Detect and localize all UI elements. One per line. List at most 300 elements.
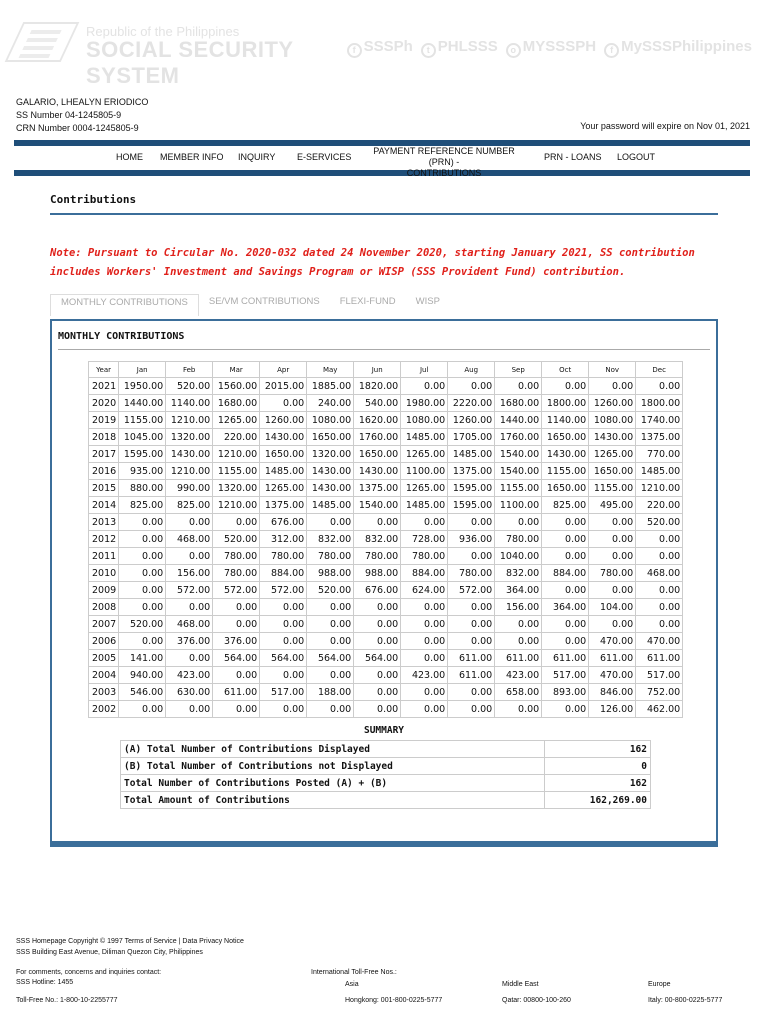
amount-cell: 1155.00: [542, 463, 589, 480]
year-cell: 2020: [89, 395, 119, 412]
column-header: Apr: [260, 362, 307, 378]
monthly-contributions-panel: [50, 319, 718, 847]
footer-tollfree: Toll-Free No.: 1-800-10-2255777: [16, 997, 118, 1004]
nav-inquiry[interactable]: INQUIRY: [238, 152, 276, 162]
amount-cell: 470.00: [589, 633, 636, 650]
amount-cell: 1100.00: [401, 463, 448, 480]
nav-member-info[interactable]: MEMBER INFO: [160, 152, 224, 162]
facebook-link[interactable]: f SSSPh: [347, 38, 413, 58]
amount-cell: 1140.00: [166, 395, 213, 412]
amount-cell: 611.00: [495, 650, 542, 667]
amount-cell: 0.00: [542, 701, 589, 718]
summary-title: SUMMARY: [363, 725, 405, 736]
amount-cell: 572.00: [448, 582, 495, 599]
amount-cell: 1650.00: [354, 446, 401, 463]
summary-label: Total Amount of Contributions: [121, 792, 545, 809]
amount-cell: 780.00: [213, 548, 260, 565]
amount-cell: 825.00: [542, 497, 589, 514]
amount-cell: 0.00: [448, 599, 495, 616]
amount-cell: 752.00: [636, 684, 683, 701]
tab-wisp[interactable]: WISP: [415, 296, 440, 307]
amount-cell: 0.00: [354, 701, 401, 718]
amount-cell: 0.00: [166, 514, 213, 531]
year-cell: 2012: [89, 531, 119, 548]
amount-cell: 940.00: [119, 667, 166, 684]
amount-cell: 884.00: [542, 565, 589, 582]
amount-cell: 240.00: [307, 395, 354, 412]
amount-cell: 0.00: [542, 378, 589, 395]
amount-cell: 658.00: [495, 684, 542, 701]
amount-cell: 770.00: [636, 446, 683, 463]
amount-cell: 1320.00: [307, 446, 354, 463]
summary-row: [121, 741, 651, 758]
amount-cell: 1210.00: [213, 497, 260, 514]
sss-logo-mark-icon: [5, 22, 80, 62]
amount-cell: 188.00: [307, 684, 354, 701]
amount-cell: 0.00: [636, 616, 683, 633]
instagram-link[interactable]: o MYSSSPH: [506, 38, 596, 58]
amount-cell: 1485.00: [401, 497, 448, 514]
amount-cell: 1210.00: [213, 446, 260, 463]
amount-cell: 0.00: [307, 701, 354, 718]
amount-cell: 780.00: [448, 565, 495, 582]
amount-cell: 1430.00: [307, 480, 354, 497]
amount-cell: 1265.00: [401, 480, 448, 497]
twitter-link[interactable]: t PHLSSS: [421, 38, 498, 58]
summary-value: 162: [545, 775, 651, 792]
amount-cell: 1155.00: [119, 412, 166, 429]
amount-cell: 0.00: [542, 514, 589, 531]
footer-copyright: SSS Homepage Copyright © 1997 Terms of Service | Data Privacy Notice: [16, 938, 244, 945]
amount-cell: 1760.00: [354, 429, 401, 446]
amount-cell: 462.00: [636, 701, 683, 718]
amount-cell: 564.00: [307, 650, 354, 667]
amount-cell: 728.00: [401, 531, 448, 548]
amount-cell: 0.00: [354, 633, 401, 650]
amount-cell: 0.00: [401, 514, 448, 531]
nav-prn-loans[interactable]: PRN - LOANS: [544, 152, 602, 162]
amount-cell: 0.00: [495, 701, 542, 718]
footer-europe-number: Italy: 00-800-0225-5777: [648, 997, 723, 1004]
amount-cell: 0.00: [401, 378, 448, 395]
instagram-icon: o: [506, 43, 521, 58]
amount-cell: 884.00: [260, 565, 307, 582]
amount-cell: 104.00: [589, 599, 636, 616]
amount-cell: 936.00: [448, 531, 495, 548]
amount-cell: 780.00: [213, 565, 260, 582]
year-cell: 2019: [89, 412, 119, 429]
amount-cell: 0.00: [260, 395, 307, 412]
amount-cell: 0.00: [448, 378, 495, 395]
summary-row: [121, 792, 651, 809]
amount-cell: 2015.00: [260, 378, 307, 395]
table-row: [89, 667, 683, 684]
amount-cell: 141.00: [119, 650, 166, 667]
amount-cell: 611.00: [213, 684, 260, 701]
amount-cell: 0.00: [119, 531, 166, 548]
amount-cell: 572.00: [166, 582, 213, 599]
amount-cell: 1485.00: [448, 446, 495, 463]
amount-cell: 1540.00: [495, 446, 542, 463]
amount-cell: 0.00: [495, 378, 542, 395]
amount-cell: 564.00: [354, 650, 401, 667]
tab-flexi-fund[interactable]: FLEXI-FUND: [339, 296, 396, 307]
ss-number-row: SS Number 04-1245805-9: [16, 110, 122, 120]
ss-number: 04-1245805-9: [65, 110, 122, 120]
year-cell: 2003: [89, 684, 119, 701]
amount-cell: 0.00: [354, 599, 401, 616]
amount-cell: 0.00: [354, 667, 401, 684]
amount-cell: 676.00: [260, 514, 307, 531]
column-header: Dec: [636, 362, 683, 378]
table-row: [89, 429, 683, 446]
amount-cell: 517.00: [260, 684, 307, 701]
amount-cell: 1740.00: [636, 412, 683, 429]
amount-cell: 1430.00: [260, 429, 307, 446]
amount-cell: 0.00: [166, 650, 213, 667]
amount-cell: 780.00: [354, 548, 401, 565]
amount-cell: 1320.00: [213, 480, 260, 497]
amount-cell: 546.00: [119, 684, 166, 701]
amount-cell: 1375.00: [354, 480, 401, 497]
amount-cell: 468.00: [636, 565, 683, 582]
panel-divider: [58, 349, 710, 350]
amount-cell: 520.00: [307, 582, 354, 599]
amount-cell: 0.00: [636, 599, 683, 616]
amount-cell: 1820.00: [354, 378, 401, 395]
amount-cell: 1140.00: [542, 412, 589, 429]
amount-cell: 880.00: [119, 480, 166, 497]
amount-cell: 0.00: [589, 378, 636, 395]
amount-cell: 1430.00: [354, 463, 401, 480]
amount-cell: 988.00: [354, 565, 401, 582]
table-header-row: [89, 362, 683, 378]
amount-cell: 0.00: [636, 531, 683, 548]
contributions-table: [88, 361, 683, 718]
footer-me-number: Qatar: 00800-100-260: [502, 997, 571, 1004]
amount-cell: 1210.00: [166, 463, 213, 480]
amount-cell: 0.00: [307, 599, 354, 616]
amount-cell: 630.00: [166, 684, 213, 701]
amount-cell: 1650.00: [542, 480, 589, 497]
column-header: Feb: [166, 362, 213, 378]
twitter-icon: t: [421, 43, 436, 58]
crn-number-row: CRN Number 0004-1245805-9: [16, 123, 139, 133]
amount-cell: 1650.00: [260, 446, 307, 463]
amount-cell: 0.00: [401, 684, 448, 701]
table-row: [89, 633, 683, 650]
amount-cell: 0.00: [354, 514, 401, 531]
summary-row: [121, 775, 651, 792]
amount-cell: 990.00: [166, 480, 213, 497]
amount-cell: 935.00: [119, 463, 166, 480]
amount-cell: 1265.00: [401, 446, 448, 463]
amount-cell: 1040.00: [495, 548, 542, 565]
column-header: Jun: [354, 362, 401, 378]
amount-cell: 676.00: [354, 582, 401, 599]
amount-cell: 1265.00: [213, 412, 260, 429]
amount-cell: 0.00: [260, 633, 307, 650]
amount-cell: 2220.00: [448, 395, 495, 412]
table-row: [89, 480, 683, 497]
amount-cell: 825.00: [166, 497, 213, 514]
amount-cell: 0.00: [119, 514, 166, 531]
footer-asia-number: Hongkong: 001-800-0225-5777: [345, 997, 443, 1004]
summary-label: (B) Total Number of Contributions not Displayed: [121, 758, 545, 775]
table-row: [89, 395, 683, 412]
amount-cell: 611.00: [448, 650, 495, 667]
amount-cell: 1430.00: [166, 446, 213, 463]
amount-cell: 0.00: [354, 684, 401, 701]
password-expiry-notice: Your password will expire on Nov 01, 2021: [580, 121, 750, 131]
amount-cell: 0.00: [542, 616, 589, 633]
amount-cell: 0.00: [589, 548, 636, 565]
table-row: [89, 497, 683, 514]
amount-cell: 470.00: [589, 667, 636, 684]
table-row: [89, 463, 683, 480]
amount-cell: 1430.00: [589, 429, 636, 446]
amount-cell: 220.00: [213, 429, 260, 446]
amount-cell: 0.00: [119, 633, 166, 650]
amount-cell: 1260.00: [260, 412, 307, 429]
amount-cell: 0.00: [495, 616, 542, 633]
amount-cell: 780.00: [260, 548, 307, 565]
amount-cell: 0.00: [589, 582, 636, 599]
amount-cell: 1650.00: [307, 429, 354, 446]
amount-cell: 846.00: [589, 684, 636, 701]
amount-cell: 1210.00: [166, 412, 213, 429]
amount-cell: 611.00: [589, 650, 636, 667]
amount-cell: 1045.00: [119, 429, 166, 446]
year-cell: 2009: [89, 582, 119, 599]
amount-cell: 0.00: [448, 548, 495, 565]
amount-cell: 0.00: [636, 582, 683, 599]
panel-title: MONTHLY CONTRIBUTIONS: [58, 331, 185, 342]
amount-cell: 780.00: [589, 565, 636, 582]
amount-cell: 220.00: [636, 497, 683, 514]
amount-cell: 520.00: [636, 514, 683, 531]
amount-cell: 0.00: [589, 514, 636, 531]
summary-table: [120, 740, 651, 809]
amount-cell: 0.00: [495, 633, 542, 650]
year-cell: 2018: [89, 429, 119, 446]
amount-cell: 0.00: [213, 599, 260, 616]
amount-cell: 1620.00: [354, 412, 401, 429]
amount-cell: 564.00: [260, 650, 307, 667]
amount-cell: 470.00: [636, 633, 683, 650]
logo-title: SOCIAL SECURITY SYSTEM: [86, 37, 294, 88]
main-navbar: [14, 140, 750, 176]
amount-cell: 1950.00: [119, 378, 166, 395]
amount-cell: 611.00: [448, 667, 495, 684]
year-cell: 2007: [89, 616, 119, 633]
amount-cell: 0.00: [166, 701, 213, 718]
summary-label: (A) Total Number of Contributions Displayed: [121, 741, 545, 758]
column-header: Year: [89, 362, 119, 378]
amount-cell: 1800.00: [542, 395, 589, 412]
column-header: Mar: [213, 362, 260, 378]
amount-cell: 1430.00: [542, 446, 589, 463]
amount-cell: 1430.00: [307, 463, 354, 480]
amount-cell: 0.00: [542, 548, 589, 565]
crn-number: 0004-1245805-9: [72, 123, 139, 133]
amount-cell: 0.00: [260, 667, 307, 684]
sss-logo[interactable]: [14, 22, 344, 88]
amount-cell: 0.00: [448, 616, 495, 633]
amount-cell: 423.00: [166, 667, 213, 684]
youtube-link[interactable]: f MySSSPhilippines: [604, 38, 752, 58]
amount-cell: 0.00: [307, 667, 354, 684]
summary-value: 162,269.00: [545, 792, 651, 809]
amount-cell: 0.00: [119, 701, 166, 718]
amount-cell: 1540.00: [495, 463, 542, 480]
amount-cell: 1155.00: [495, 480, 542, 497]
footer-asia-label: Asia: [345, 981, 359, 988]
circular-note: Note: Pursuant to Circular No. 2020-032 dated 24 November 2020, starting January 2021, SS contribution includes Workers' Investment and Savings Program or WISP (SSS Provident Fund) contribution.: [50, 247, 695, 278]
amount-cell: 1100.00: [495, 497, 542, 514]
year-cell: 2014: [89, 497, 119, 514]
privacy-link[interactable]: Data Privacy Notice: [182, 938, 244, 945]
amount-cell: 126.00: [589, 701, 636, 718]
table-row: [89, 616, 683, 633]
amount-cell: 1440.00: [119, 395, 166, 412]
terms-link[interactable]: Terms of Service: [124, 938, 177, 945]
amount-cell: 517.00: [636, 667, 683, 684]
amount-cell: 1485.00: [636, 463, 683, 480]
amount-cell: 1265.00: [260, 480, 307, 497]
amount-cell: 624.00: [401, 582, 448, 599]
amount-cell: 1980.00: [401, 395, 448, 412]
amount-cell: 1260.00: [448, 412, 495, 429]
amount-cell: 1540.00: [354, 497, 401, 514]
amount-cell: 572.00: [260, 582, 307, 599]
amount-cell: 0.00: [495, 514, 542, 531]
amount-cell: 0.00: [307, 633, 354, 650]
amount-cell: 0.00: [401, 616, 448, 633]
amount-cell: 0.00: [119, 582, 166, 599]
amount-cell: 1595.00: [448, 480, 495, 497]
column-header: Jul: [401, 362, 448, 378]
year-cell: 2015: [89, 480, 119, 497]
facebook-icon: f: [347, 43, 362, 58]
amount-cell: 0.00: [636, 378, 683, 395]
social-links: [347, 38, 752, 58]
amount-cell: 611.00: [542, 650, 589, 667]
amount-cell: 1595.00: [119, 446, 166, 463]
amount-cell: 364.00: [542, 599, 589, 616]
table-body: [89, 378, 683, 718]
amount-cell: 893.00: [542, 684, 589, 701]
table-row: [89, 650, 683, 667]
amount-cell: 1885.00: [307, 378, 354, 395]
member-name: GALARIO, LHEALYN ERIODICO: [16, 97, 149, 107]
amount-cell: 1375.00: [448, 463, 495, 480]
amount-cell: 312.00: [260, 531, 307, 548]
summary-value: 162: [545, 741, 651, 758]
amount-cell: 0.00: [213, 616, 260, 633]
amount-cell: 1375.00: [636, 429, 683, 446]
amount-cell: 0.00: [213, 701, 260, 718]
amount-cell: 0.00: [448, 684, 495, 701]
amount-cell: 0.00: [448, 514, 495, 531]
amount-cell: 1650.00: [589, 463, 636, 480]
amount-cell: 832.00: [354, 531, 401, 548]
table-row: [89, 565, 683, 582]
amount-cell: 1760.00: [495, 429, 542, 446]
page-title: Contributions: [50, 193, 137, 206]
amount-cell: 884.00: [401, 565, 448, 582]
amount-cell: 1485.00: [260, 463, 307, 480]
nav-home[interactable]: HOME: [116, 152, 143, 162]
amount-cell: 0.00: [589, 531, 636, 548]
title-divider: [50, 213, 718, 215]
amount-cell: 1375.00: [260, 497, 307, 514]
table-row: [89, 446, 683, 463]
amount-cell: 520.00: [213, 531, 260, 548]
amount-cell: 156.00: [166, 565, 213, 582]
facebook-page-icon: f: [604, 43, 619, 58]
year-cell: 2011: [89, 548, 119, 565]
year-cell: 2010: [89, 565, 119, 582]
amount-cell: 0.00: [401, 599, 448, 616]
amount-cell: 780.00: [401, 548, 448, 565]
amount-cell: 1485.00: [307, 497, 354, 514]
amount-cell: 0.00: [401, 701, 448, 718]
amount-cell: 572.00: [213, 582, 260, 599]
amount-cell: 1320.00: [166, 429, 213, 446]
amount-cell: 0.00: [307, 514, 354, 531]
amount-cell: 376.00: [166, 633, 213, 650]
column-header: Aug: [448, 362, 495, 378]
year-cell: 2002: [89, 701, 119, 718]
footer-contact-label: For comments, concerns and inquiries contact:: [16, 969, 162, 976]
amount-cell: 611.00: [636, 650, 683, 667]
amount-cell: 0.00: [119, 599, 166, 616]
amount-cell: 1080.00: [401, 412, 448, 429]
tab-se-vm-contributions[interactable]: SE/VM CONTRIBUTIONS: [208, 296, 320, 307]
column-header: Jan: [119, 362, 166, 378]
footer-europe-label: Europe: [648, 981, 671, 988]
nav-prn-contributions[interactable]: PAYMENT REFERENCE NUMBER (PRN) - CONTRIBUTIONS: [373, 146, 515, 178]
year-cell: 2006: [89, 633, 119, 650]
amount-cell: 1680.00: [495, 395, 542, 412]
amount-cell: 468.00: [166, 531, 213, 548]
amount-cell: 1650.00: [542, 429, 589, 446]
tab-monthly-contributions[interactable]: MONTHLY CONTRIBUTIONS: [50, 294, 199, 316]
amount-cell: 1800.00: [636, 395, 683, 412]
amount-cell: 1155.00: [213, 463, 260, 480]
nav-logout[interactable]: LOGOUT: [617, 152, 656, 162]
amount-cell: 1485.00: [401, 429, 448, 446]
year-cell: 2005: [89, 650, 119, 667]
amount-cell: 1080.00: [589, 412, 636, 429]
amount-cell: 0.00: [636, 548, 683, 565]
amount-cell: 1080.00: [307, 412, 354, 429]
table-row: [89, 531, 683, 548]
nav-eservices[interactable]: E-SERVICES: [297, 152, 352, 162]
amount-cell: 832.00: [307, 531, 354, 548]
year-cell: 2016: [89, 463, 119, 480]
amount-cell: 0.00: [119, 565, 166, 582]
amount-cell: 0.00: [307, 616, 354, 633]
footer-hotline: SSS Hotline: 1455: [16, 979, 74, 986]
footer-intl-label: International Toll-Free Nos.:: [311, 969, 397, 976]
amount-cell: 0.00: [401, 650, 448, 667]
amount-cell: 0.00: [448, 633, 495, 650]
amount-cell: 0.00: [401, 633, 448, 650]
amount-cell: 376.00: [213, 633, 260, 650]
year-cell: 2013: [89, 514, 119, 531]
